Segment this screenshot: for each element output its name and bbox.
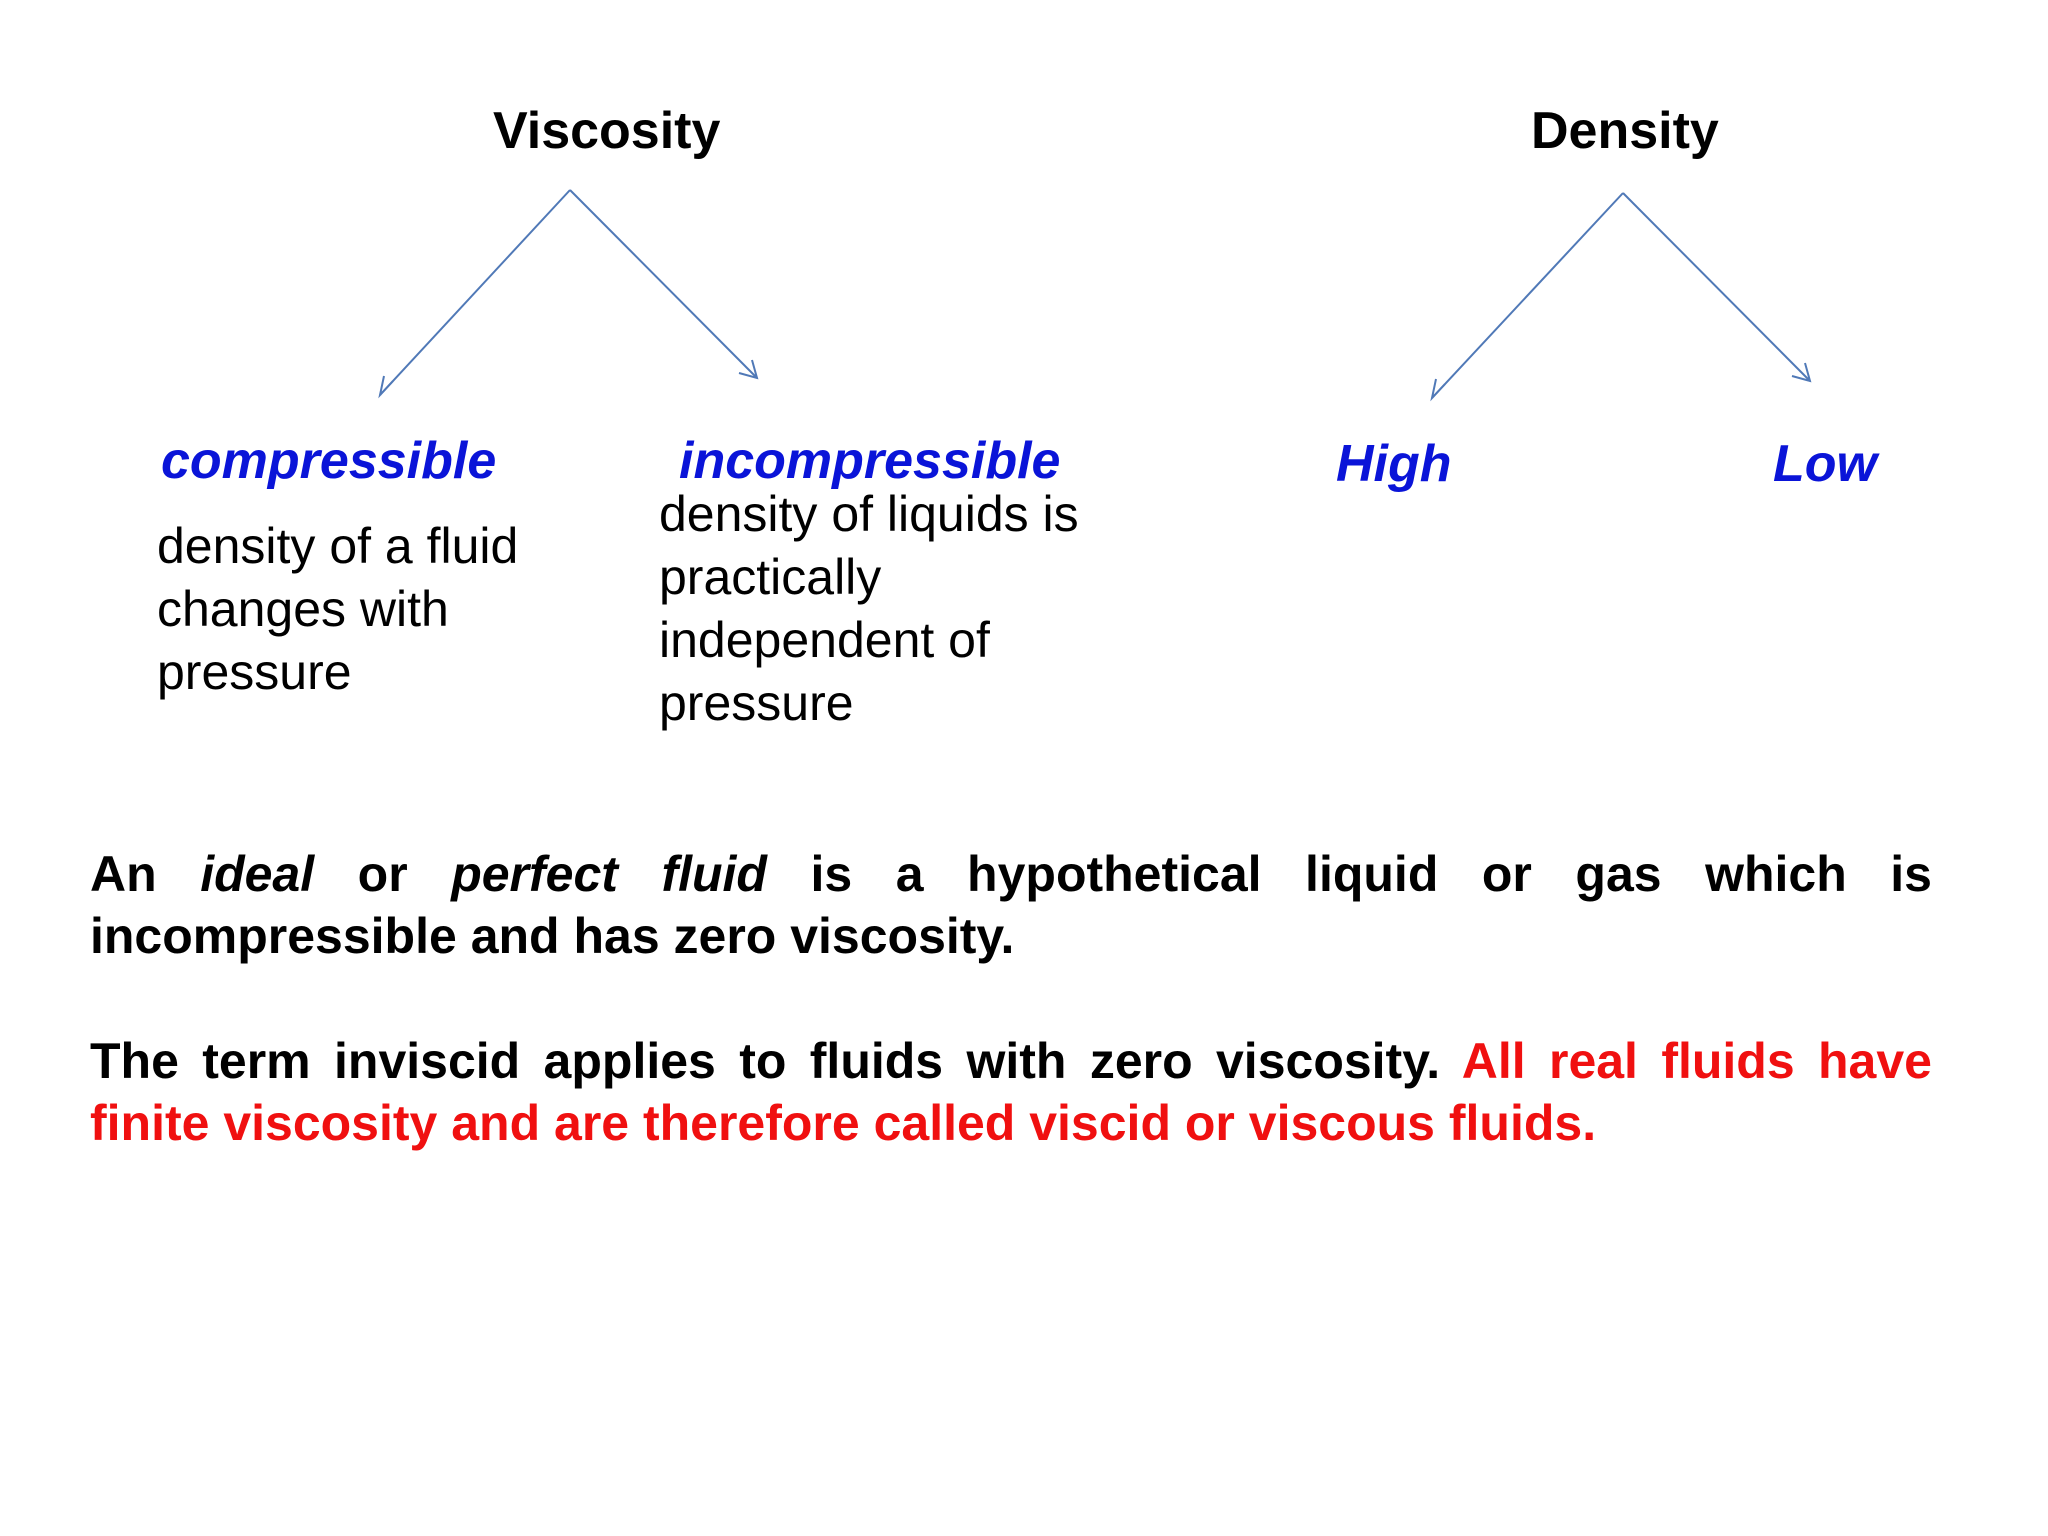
- density-heading: Density: [1531, 102, 1719, 160]
- real-fluids-highlight: All real fluids have finite viscosity and are therefore called viscid or viscous fluids.: [90, 1033, 1932, 1151]
- viscosity-to-incompressible-arrow: [570, 190, 757, 378]
- density-to-high-arrow: [1432, 193, 1623, 398]
- compressible-label: compressible: [161, 432, 497, 490]
- incompressible-description: density of liquids is practically independent of pressure: [659, 486, 1079, 731]
- compressible-description: density of a fluid changes with pressure: [157, 518, 519, 700]
- inviscid-paragraph: The term inviscid applies to fluids with zero viscosity. All real fluids have finite viscosity and are therefore called viscid or viscous fluids.: [90, 1033, 1932, 1151]
- density-high-label: High: [1336, 435, 1452, 493]
- viscosity-to-compressible-arrow: [380, 190, 570, 395]
- density-to-low-arrow: [1623, 193, 1810, 381]
- density-low-label: Low: [1773, 435, 1877, 493]
- viscosity-heading: Viscosity: [493, 102, 721, 160]
- incompressible-label: incompressible: [679, 432, 1061, 490]
- ideal-fluid-paragraph: An ideal or perfect fluid is a hypothetical liquid or gas which is incompressible and has zero viscosity.: [90, 846, 1932, 964]
